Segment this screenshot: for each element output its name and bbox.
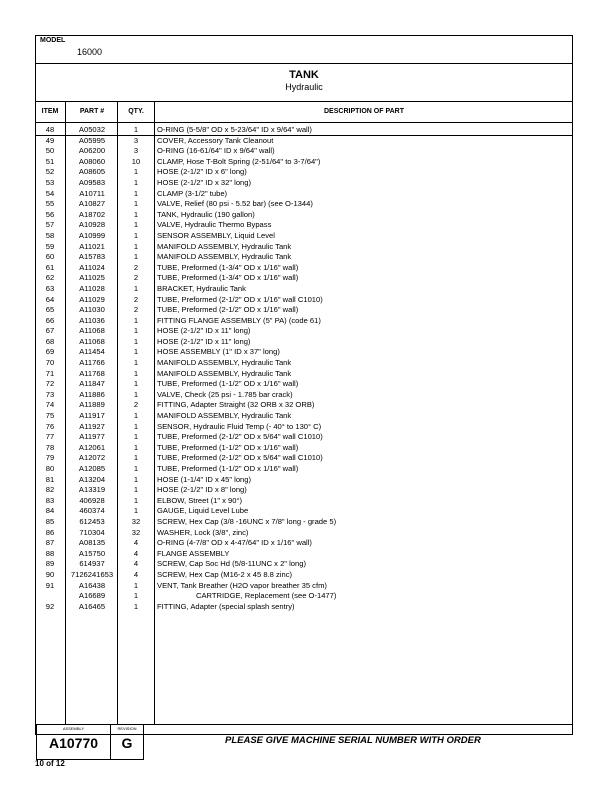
quantity: 1 bbox=[133, 315, 139, 325]
model-label: MODEL bbox=[40, 37, 66, 44]
item-number: 63 bbox=[45, 283, 55, 293]
revision-letter: G bbox=[121, 735, 133, 751]
part-description: SCREW, Hex Cap (3/8 -16UNC x 7/8" long - grade 5) bbox=[157, 516, 337, 526]
quantity: 2 bbox=[133, 262, 139, 272]
part-description: O-RING (5-5/8" OD x 5-23/64" ID x 9/64" wall) bbox=[157, 125, 312, 134]
part-number: A10827 bbox=[78, 199, 106, 209]
quantity: 1 bbox=[133, 125, 139, 134]
part-description: MANIFOLD ASSEMBLY, Hydraulic Tank bbox=[157, 368, 292, 378]
part-number: A11766 bbox=[79, 358, 105, 368]
table-row bbox=[36, 136, 572, 147]
quantity: 1 bbox=[133, 347, 139, 357]
item-number: 92 bbox=[45, 601, 55, 611]
part-description: CLAMP, Hose T-Bolt Spring (2-51/64" to 3-7/64") bbox=[157, 156, 321, 166]
quantity: 1 bbox=[133, 368, 139, 378]
item-number: 73 bbox=[45, 389, 55, 399]
part-number: A16465 bbox=[78, 601, 106, 611]
table-row bbox=[36, 602, 572, 613]
col-item-header: ITEM bbox=[41, 108, 59, 115]
part-number: A11068 bbox=[79, 336, 105, 346]
part-description: FLANGE ASSEMBLY bbox=[157, 548, 230, 558]
part-number: A11927 bbox=[79, 421, 105, 431]
part-number: A13204 bbox=[78, 474, 106, 484]
part-number: A06200 bbox=[78, 146, 106, 156]
part-number: A11028 bbox=[79, 283, 105, 293]
table-row bbox=[36, 210, 572, 221]
table-row bbox=[36, 390, 572, 401]
table-row bbox=[36, 157, 572, 168]
quantity: 4 bbox=[133, 548, 139, 558]
col-desc-header: DESCRIPTION OF PART bbox=[324, 108, 404, 115]
part-description: TUBE, Preformed (1-3/4" OD x 1/16" wall) bbox=[157, 262, 299, 272]
quantity: 3 bbox=[133, 146, 139, 156]
part-number: A11917 bbox=[79, 411, 105, 421]
footer bbox=[36, 724, 572, 771]
part-description: MANIFOLD ASSEMBLY, Hydraulic Tank bbox=[157, 411, 292, 421]
quantity: 4 bbox=[133, 569, 139, 579]
part-description: FITTING FLANGE ASSEMBLY (5" PA) (code 61) bbox=[157, 315, 321, 325]
item-number: 89 bbox=[45, 559, 55, 569]
part-number: A08060 bbox=[78, 156, 106, 166]
quantity: 1 bbox=[133, 283, 139, 293]
item-number: 50 bbox=[45, 146, 55, 156]
table-row bbox=[36, 379, 572, 390]
table-row bbox=[36, 411, 572, 422]
item-number: 60 bbox=[45, 252, 55, 262]
part-number: A05995 bbox=[78, 135, 106, 145]
revision-label: REVISION bbox=[117, 726, 137, 731]
part-description: TUBE, Preformed (2-1/2" OD x 5/64" wall C1010) bbox=[157, 453, 323, 463]
quantity: 2 bbox=[133, 400, 139, 410]
item-number: 69 bbox=[45, 347, 55, 357]
quantity: 3 bbox=[133, 135, 139, 145]
part-number: A11030 bbox=[79, 305, 105, 315]
quantity: 1 bbox=[133, 474, 139, 484]
item-number: 74 bbox=[45, 400, 55, 410]
part-description: TUBE, Preformed (2-1/2" OD x 1/16" wall) bbox=[157, 305, 299, 315]
item-number: 65 bbox=[45, 305, 55, 315]
table-row bbox=[36, 337, 572, 348]
item-number: 91 bbox=[45, 580, 55, 590]
quantity: 1 bbox=[133, 167, 139, 177]
table-row bbox=[36, 146, 572, 157]
item-number: 48 bbox=[45, 125, 55, 134]
quantity: 1 bbox=[133, 485, 139, 495]
part-description: HOSE ASSEMBLY (1" ID x 37" long) bbox=[157, 347, 280, 357]
part-description: HOSE (2-1/2" ID x 6" long) bbox=[157, 167, 247, 177]
part-number: A11021 bbox=[79, 241, 105, 251]
part-number: A11454 bbox=[79, 347, 105, 357]
table-row bbox=[36, 326, 572, 337]
part-number: A16689 bbox=[78, 591, 106, 601]
table-row bbox=[36, 400, 572, 411]
assembly-box bbox=[36, 724, 111, 760]
part-number: A12085 bbox=[78, 464, 106, 473]
quantity: 32 bbox=[131, 516, 141, 526]
quantity: 1 bbox=[133, 453, 139, 463]
table-row bbox=[36, 167, 572, 178]
part-number: 612453 bbox=[79, 516, 105, 526]
part-number: A11025 bbox=[79, 273, 105, 283]
quantity: 1 bbox=[133, 241, 139, 251]
item-number: 55 bbox=[45, 199, 55, 209]
part-number: A18702 bbox=[78, 209, 106, 219]
table-row bbox=[36, 559, 572, 570]
part-description: HOSE (1-1/4" ID x 45" long) bbox=[157, 474, 252, 484]
part-number: 614937 bbox=[79, 559, 105, 569]
part-description: TUBE, Preformed (1-1/2" OD x 1/16" wall) bbox=[157, 379, 299, 389]
quantity: 2 bbox=[133, 305, 139, 315]
quantity: 1 bbox=[133, 464, 139, 473]
item-number: 82 bbox=[45, 485, 55, 495]
part-description: HOSE (2-1/2" ID x 11" long) bbox=[157, 326, 251, 336]
quantity: 1 bbox=[133, 220, 139, 230]
part-description: FITTING, Adapter Straight (32 ORB x 32 ORB) bbox=[157, 400, 315, 410]
quantity: 1 bbox=[133, 209, 139, 219]
part-description: WASHER, Lock (3/8", zinc) bbox=[157, 527, 249, 537]
quantity: 1 bbox=[133, 442, 139, 452]
table-row bbox=[36, 220, 572, 231]
part-number: A12072 bbox=[78, 453, 106, 463]
part-number: A11029 bbox=[79, 294, 105, 304]
item-number: 76 bbox=[45, 421, 55, 431]
table-row bbox=[36, 295, 572, 306]
part-description: TUBE, Preformed (1-1/2" OD x 1/16" wall) bbox=[157, 442, 299, 452]
part-description: ELBOW, Street (1" x 90°) bbox=[157, 495, 243, 505]
part-description: SCREW, Cap Soc Hd (5/8-11UNC x 2" long) bbox=[157, 559, 306, 569]
item-number: 90 bbox=[45, 569, 55, 579]
table-row bbox=[36, 263, 572, 274]
table-row bbox=[36, 591, 572, 602]
part-description: TUBE, Preformed (2-1/2" OD x 1/16" wall C1010) bbox=[157, 294, 323, 304]
item-number: 53 bbox=[45, 177, 55, 187]
part-number: A11847 bbox=[79, 379, 105, 389]
item-number: 77 bbox=[45, 432, 55, 442]
part-number: A09583 bbox=[78, 177, 106, 187]
item-number: 88 bbox=[45, 548, 55, 558]
quantity: 1 bbox=[133, 506, 139, 516]
item-number: 84 bbox=[45, 506, 55, 516]
quantity: 1 bbox=[133, 432, 139, 442]
item-number: 86 bbox=[45, 527, 55, 537]
table-row bbox=[36, 475, 572, 486]
part-description: FITTING, Adapter (special splash sentry) bbox=[157, 601, 295, 611]
quantity: 32 bbox=[131, 527, 141, 537]
assembly-label: ASSEMBLY bbox=[62, 726, 85, 731]
page-subtitle: Hydraulic bbox=[285, 82, 323, 92]
part-number: 7126241653 bbox=[70, 569, 114, 579]
part-number: A11036 bbox=[79, 315, 105, 325]
table-row bbox=[36, 273, 572, 284]
part-number: A08605 bbox=[78, 167, 106, 177]
table-row bbox=[36, 189, 572, 200]
item-number: 54 bbox=[45, 188, 55, 198]
item-number: 59 bbox=[45, 241, 55, 251]
table-row bbox=[36, 422, 572, 433]
table-row bbox=[36, 432, 572, 443]
quantity: 1 bbox=[133, 495, 139, 505]
assembly-number: A10770 bbox=[48, 735, 99, 751]
item-number: 87 bbox=[45, 538, 55, 548]
part-description: SCREW, Hex Cap (M16-2 x 45 8.8 zinc) bbox=[157, 569, 293, 579]
part-description: VALVE, Relief (80 psi - 5.52 bar) (see O-1344) bbox=[157, 199, 313, 209]
part-description: MANIFOLD ASSEMBLY, Hydraulic Tank bbox=[157, 358, 292, 368]
item-number: 79 bbox=[45, 453, 55, 463]
part-number: 710304 bbox=[79, 527, 105, 537]
part-number: 406928 bbox=[79, 495, 105, 505]
part-description: VALVE, Hydraulic Thermo Bypass bbox=[157, 220, 272, 230]
table-row bbox=[36, 305, 572, 316]
table-row bbox=[36, 178, 572, 189]
item-number: 61 bbox=[45, 262, 55, 272]
order-notice: PLEASE GIVE MACHINE SERIAL NUMBER WITH ORDER bbox=[225, 735, 481, 746]
quantity: 4 bbox=[133, 538, 139, 548]
part-description: COVER, Accessory Tank Cleanout bbox=[157, 135, 274, 145]
part-number: A11889 bbox=[79, 400, 105, 410]
part-description: GAUGE, Liquid Level Lube bbox=[157, 506, 249, 516]
table-row bbox=[36, 528, 572, 539]
part-description: VENT, Tank Breather (H2O vapor breather 35 cfm) bbox=[157, 580, 327, 590]
part-description: MANIFOLD ASSEMBLY, Hydraulic Tank bbox=[157, 241, 292, 251]
part-number: A11886 bbox=[79, 389, 105, 399]
item-number: 66 bbox=[45, 315, 55, 325]
item-number: 58 bbox=[45, 230, 55, 240]
table-row bbox=[36, 570, 572, 581]
item-number: 85 bbox=[45, 516, 55, 526]
quantity: 1 bbox=[133, 580, 139, 590]
part-number: 460374 bbox=[79, 506, 105, 516]
part-number: A05032 bbox=[78, 125, 106, 134]
item-number: 80 bbox=[45, 464, 55, 473]
part-number: A08135 bbox=[78, 538, 106, 548]
item-number: 68 bbox=[45, 336, 55, 346]
quantity: 4 bbox=[133, 559, 139, 569]
quantity: 1 bbox=[133, 379, 139, 389]
table-row bbox=[36, 199, 572, 210]
part-number: A10999 bbox=[78, 230, 106, 240]
item-number: 64 bbox=[45, 294, 55, 304]
table-row bbox=[36, 284, 572, 295]
table-row bbox=[36, 496, 572, 507]
quantity: 1 bbox=[133, 177, 139, 187]
item-number: 56 bbox=[45, 209, 55, 219]
table-row bbox=[36, 549, 572, 560]
quantity: 2 bbox=[133, 294, 139, 304]
item-number: 81 bbox=[45, 474, 55, 484]
table-row bbox=[36, 506, 572, 517]
table-row bbox=[36, 517, 572, 528]
page-number: 10 of 12 bbox=[35, 759, 65, 768]
part-description: HOSE (2-1/2" ID x 32" long) bbox=[157, 177, 252, 187]
part-number: A11024 bbox=[79, 262, 105, 272]
part-description: VALVE, Check (25 psi - 1.785 bar crack) bbox=[157, 389, 293, 399]
item-number: 75 bbox=[45, 411, 55, 421]
quantity: 1 bbox=[133, 591, 139, 601]
part-number: A12061 bbox=[78, 442, 106, 452]
item-number: 51 bbox=[45, 156, 55, 166]
part-number: A10711 bbox=[79, 188, 105, 198]
item-number: 57 bbox=[45, 220, 55, 230]
item-number: 49 bbox=[45, 135, 55, 145]
quantity: 1 bbox=[133, 188, 139, 198]
table-row bbox=[36, 347, 572, 358]
table-row bbox=[36, 581, 572, 592]
part-number: A11768 bbox=[79, 368, 105, 378]
part-description: O-RING (16-61/64" ID x 9/64" wall) bbox=[157, 146, 275, 156]
quantity: 1 bbox=[133, 336, 139, 346]
part-description: BRACKET, Hydraulic Tank bbox=[157, 283, 246, 293]
table-row bbox=[36, 316, 572, 327]
table-row bbox=[36, 464, 572, 475]
model-box bbox=[36, 36, 572, 64]
part-number: A11068 bbox=[79, 326, 105, 336]
table-row bbox=[36, 453, 572, 464]
part-description: TANK, Hydraulic (190 gallon) bbox=[157, 209, 255, 219]
table-row bbox=[36, 443, 572, 454]
part-description: CLAMP (3-1/2" tube) bbox=[157, 188, 228, 198]
quantity: 1 bbox=[133, 389, 139, 399]
item-number: 83 bbox=[45, 495, 55, 505]
part-description: SENSOR, Hydraulic Fluid Temp (- 40° to 130° C) bbox=[157, 421, 322, 431]
part-number: A16438 bbox=[78, 580, 106, 590]
quantity: 1 bbox=[133, 230, 139, 240]
quantity: 1 bbox=[133, 326, 139, 336]
col-part-header: PART # bbox=[79, 108, 105, 115]
table-row bbox=[36, 242, 572, 253]
quantity: 10 bbox=[131, 156, 141, 166]
quantity: 1 bbox=[133, 421, 139, 431]
item-number: 72 bbox=[45, 379, 55, 389]
part-description: SENSOR ASSEMBLY, Liquid Level bbox=[157, 230, 275, 240]
table-row bbox=[36, 485, 572, 496]
col-qty-header: QTY. bbox=[128, 108, 144, 115]
part-number: A11977 bbox=[79, 432, 105, 442]
part-number: A15783 bbox=[78, 252, 106, 262]
part-description: HOSE (2-1/2" ID x 8" long) bbox=[157, 485, 247, 495]
part-description: TUBE, Preformed (2-1/2" OD x 5/64" wall C1010) bbox=[157, 432, 323, 442]
table-row bbox=[36, 358, 572, 369]
part-description: TUBE, Preformed (1-3/4" OD x 1/16" wall) bbox=[157, 273, 299, 283]
part-description: TUBE, Preformed (1-1/2" OD x 1/16" wall) bbox=[157, 464, 299, 473]
quantity: 1 bbox=[133, 252, 139, 262]
quantity: 2 bbox=[133, 273, 139, 283]
revision-box bbox=[110, 724, 144, 760]
part-number: A13319 bbox=[78, 485, 106, 495]
item-number: 70 bbox=[45, 358, 55, 368]
item-number: 71 bbox=[45, 368, 55, 378]
parts-table-body bbox=[36, 125, 572, 612]
quantity: 1 bbox=[133, 199, 139, 209]
page-title: TANK bbox=[289, 69, 319, 81]
item-number: 78 bbox=[45, 442, 55, 452]
table-row bbox=[36, 252, 572, 263]
table-row bbox=[36, 538, 572, 549]
part-number: A15750 bbox=[78, 548, 106, 558]
quantity: 1 bbox=[133, 358, 139, 368]
part-description: CARTRIDGE, Replacement (see O-1477) bbox=[196, 591, 337, 601]
part-description: HOSE (2-1/2" ID x 11" long) bbox=[157, 336, 251, 346]
quantity: 1 bbox=[133, 411, 139, 421]
table-row bbox=[36, 125, 572, 136]
part-description: O-RING (4-7/8" OD x 4-47/64" ID x 1/16" wall) bbox=[157, 538, 312, 548]
quantity: 1 bbox=[133, 601, 139, 611]
part-number: A10928 bbox=[78, 220, 106, 230]
item-number: 62 bbox=[45, 273, 55, 283]
item-number: 52 bbox=[45, 167, 55, 177]
item-number: 67 bbox=[45, 326, 55, 336]
part-description: MANIFOLD ASSEMBLY, Hydraulic Tank bbox=[157, 252, 292, 262]
table-row bbox=[36, 231, 572, 242]
model-value: 16000 bbox=[77, 47, 103, 57]
table-row bbox=[36, 369, 572, 380]
